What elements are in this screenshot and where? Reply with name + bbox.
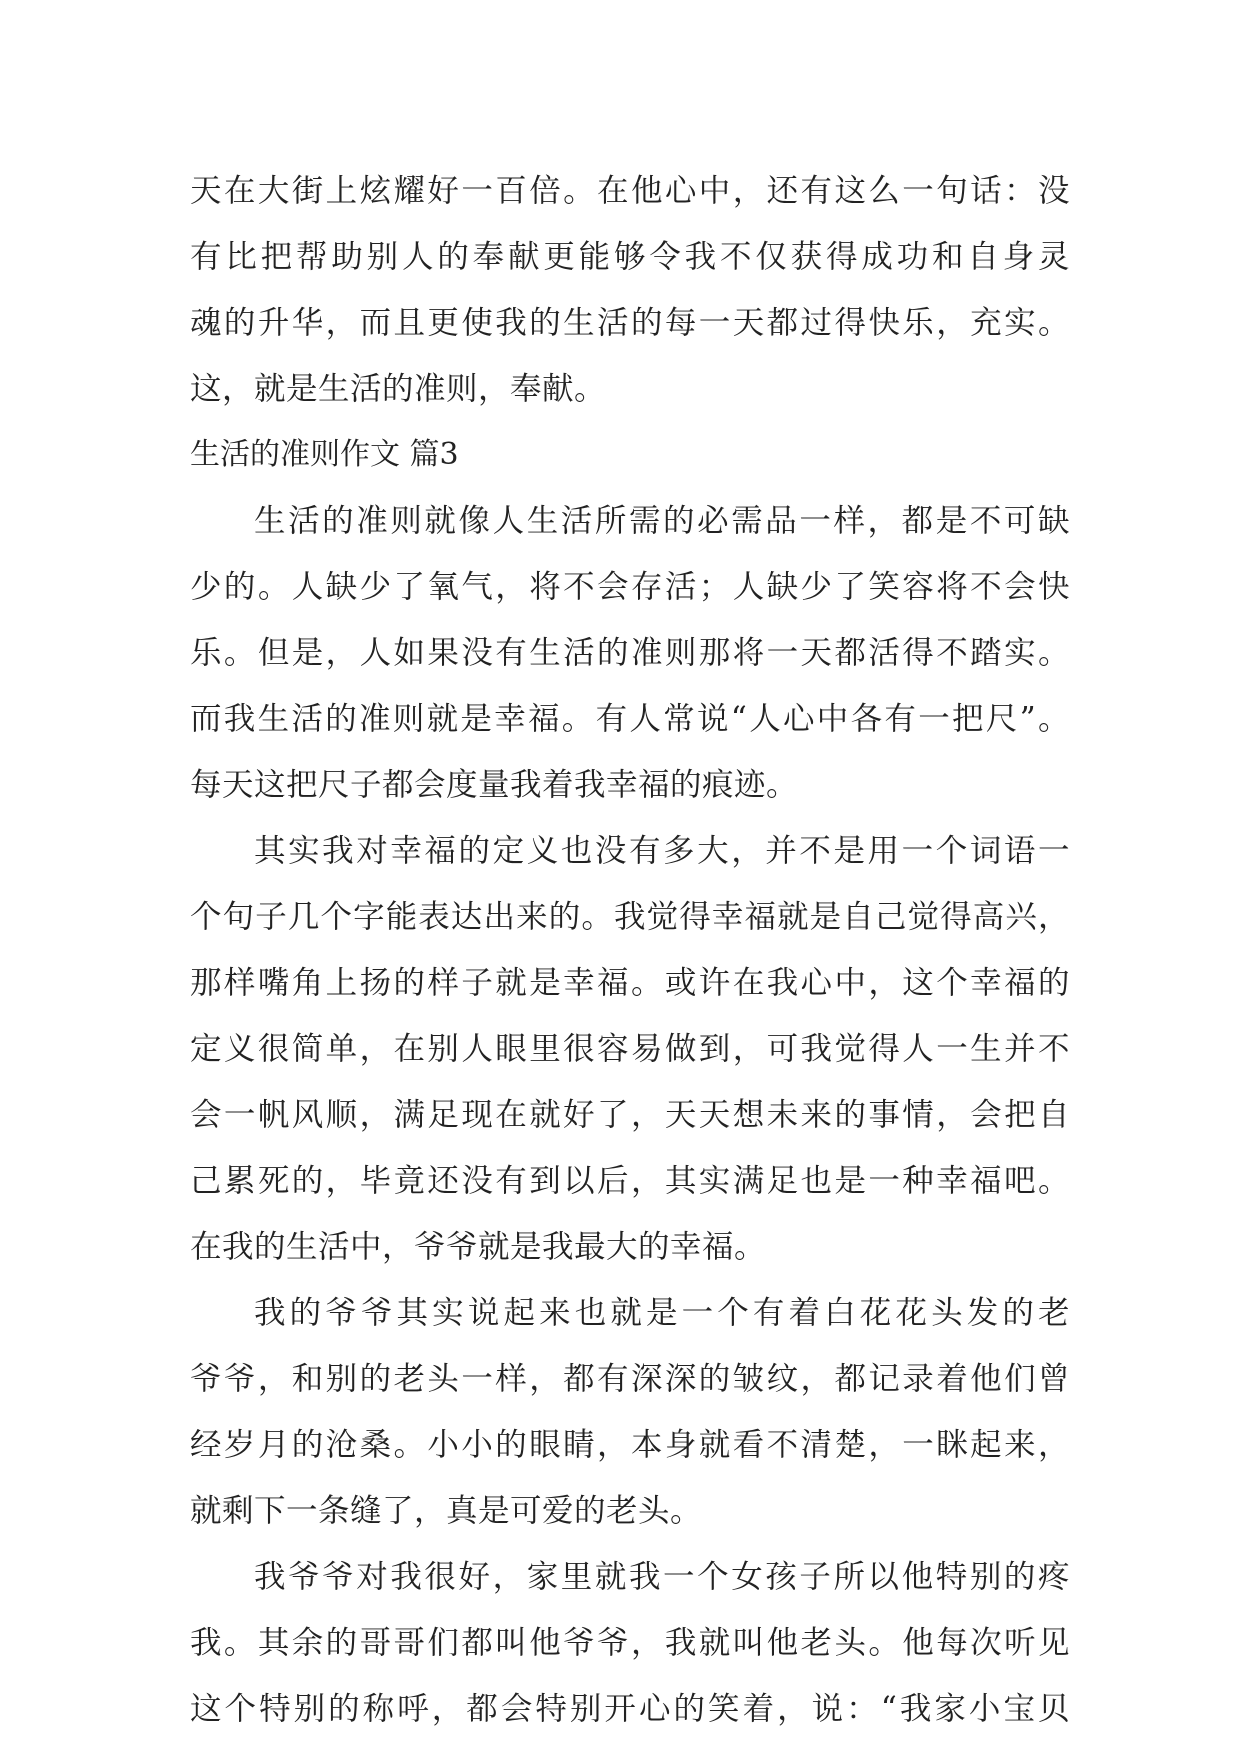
text-line: 生活的准则就像人生活所需的必需品一样，都是不可缺	[254, 503, 1070, 539]
text-line: 个句子几个字能表达出来的。我觉得幸福就是自己觉得高兴，	[190, 899, 1070, 935]
text-line: 我。其余的哥哥们都叫他爷爷，我就叫他老头。他每次听见	[190, 1625, 1070, 1661]
text-line: 己累死的，毕竟还没有到以后，其实满足也是一种幸福吧。	[190, 1163, 1070, 1199]
paragraph-1	[190, 158, 1070, 422]
text-line: 定义很简单，在别人眼里很容易做到，可我觉得人一生并不	[190, 1031, 1070, 1067]
text-line: 而我生活的准则就是幸福。有人常说“人心中各有一把尺”。	[190, 701, 1070, 737]
section-heading: 生活的准则作文 篇3	[190, 437, 459, 472]
paragraph-5	[190, 1544, 1070, 1742]
text-line: 我爷爷对我很好，家里就我一个女孩子所以他特别的疼	[254, 1559, 1070, 1595]
text-line: 就剩下一条缝了，真是可爱的老头。	[190, 1493, 703, 1529]
text-line: 在我的生活中，爷爷就是我最大的幸福。	[190, 1229, 767, 1265]
text-line: 这，就是生活的准则，奉献。	[190, 371, 607, 407]
text-line: 爷爷，和别的老头一样，都有深深的皱纹，都记录着他们曾	[190, 1361, 1070, 1397]
text-line: 每天这把尺子都会度量我着我幸福的痕迹。	[190, 767, 799, 803]
text-line: 这个特别的称呼，都会特别开心的笑着，说：“我家小宝贝	[190, 1691, 1070, 1727]
text-line: 有比把帮助别人的奉献更能够令我不仅获得成功和自身灵	[190, 239, 1070, 275]
paragraph-4	[190, 1280, 1070, 1544]
text-line: 那样嘴角上扬的样子就是幸福。或许在我心中，这个幸福的	[190, 965, 1070, 1001]
text-line: 经岁月的沧桑。小小的眼睛，本身就看不清楚，一眯起来，	[190, 1427, 1070, 1463]
document-body	[190, 158, 1070, 1742]
paragraph-3	[190, 818, 1070, 1280]
paragraph-2	[190, 488, 1070, 818]
text-line: 乐。但是，人如果没有生活的准则那将一天都活得不踏实。	[190, 635, 1070, 671]
text-line: 天在大街上炫耀好一百倍。在他心中，还有这么一句话：没	[190, 173, 1070, 209]
text-line: 魂的升华，而且更使我的生活的每一天都过得快乐，充实。	[190, 305, 1070, 341]
text-line: 会一帆风顺，满足现在就好了，天天想未来的事情，会把自	[190, 1097, 1070, 1133]
text-line: 其实我对幸福的定义也没有多大，并不是用一个词语一	[254, 833, 1070, 869]
text-line: 我的爷爷其实说起来也就是一个有着白花花头发的老	[254, 1295, 1070, 1331]
text-line: 少的。人缺少了氧气，将不会存活；人缺少了笑容将不会快	[190, 569, 1070, 605]
